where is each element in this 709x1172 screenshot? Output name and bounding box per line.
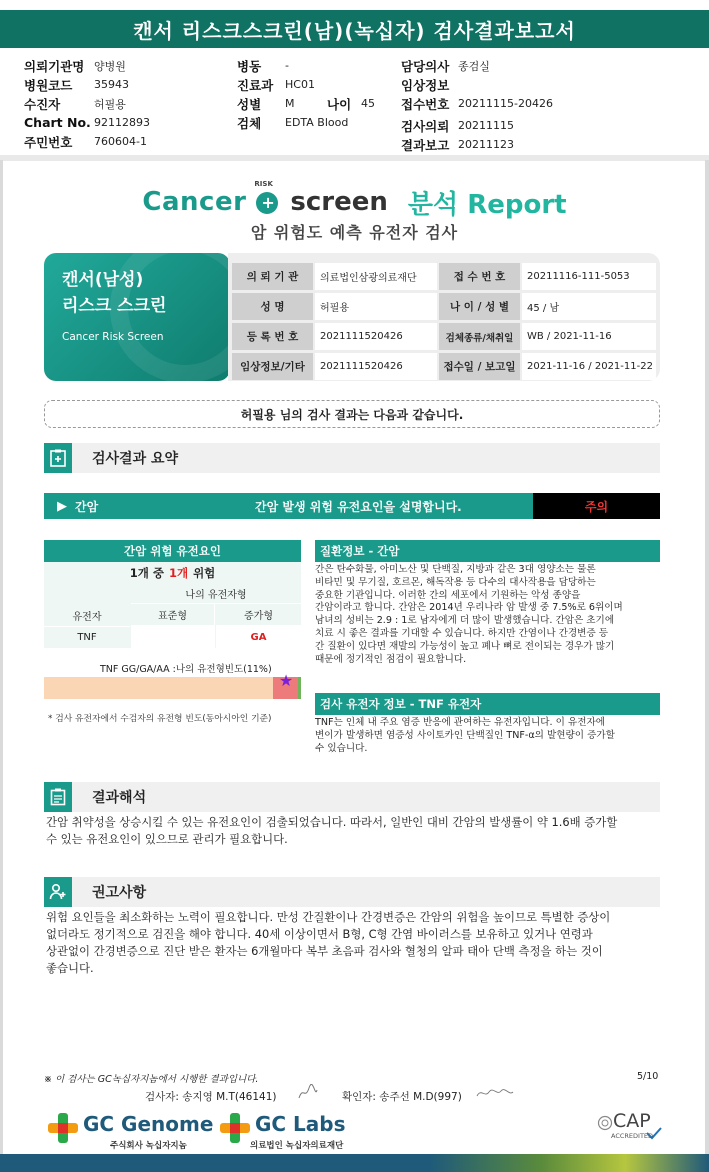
info-label: 임상정보/기타	[232, 353, 313, 380]
info-row	[232, 293, 656, 320]
increased-col-header: 증가형	[216, 604, 301, 626]
card-title-line-1: 캔서(남성)	[62, 270, 144, 290]
gene-table-body	[44, 584, 301, 648]
header-value: HC01	[285, 78, 315, 91]
gc-labs-subtitle: 의료법인 녹십자의료재단	[250, 1141, 344, 1151]
doctor-icon	[44, 877, 72, 907]
liver-status-badge: 주의	[533, 493, 660, 519]
result-intro-box: 허필용 님의 검사 결과는 다음과 같습니다.	[44, 400, 660, 428]
gc-genome-logo-text: GC Genome	[83, 1112, 214, 1136]
recommendation-line: 위험 요인들을 최소화하는 노력이 필요합니다. 만성 간질환이나 간경변증은 간암의 위험을 높이므로 특별한 증상이	[46, 910, 611, 924]
header-label: 수진자	[24, 96, 61, 112]
header-label: 담당의사	[401, 58, 450, 74]
header-field	[24, 75, 224, 94]
header-field	[24, 113, 224, 132]
bottom-strip-highlight	[430, 1154, 709, 1172]
header-separator	[0, 155, 709, 161]
cap-logo-text: CAP	[613, 1110, 651, 1132]
disease-info-line: 남녀의 성비는 2.9 : 1로 남자에게 더 많이 발생했습니다. 간암은 초기에	[315, 615, 615, 627]
header-value: 20211123	[458, 138, 514, 151]
recommendation-line: 상관없이 간경변증으로 진단 받은 환자는 6개월마다 복부 초음파 검사와 혈청의 알파 태아 단백 측정을 하는 것이	[46, 944, 603, 958]
page-edge-left	[0, 160, 3, 1172]
disease-info-line: 간은 탄수화물, 아미노산 및 단백질, 지방과 같은 3대 영양소는 물론	[315, 564, 596, 575]
footer-note: ※ 이 검사는 GC녹십자지놈에서 시행한 결과입니다.	[44, 1074, 259, 1085]
risk-count-number: 1개	[168, 566, 189, 580]
header-label: Chart No.	[24, 115, 91, 130]
info-value: 45 / 남	[522, 293, 656, 320]
header-field	[237, 56, 397, 75]
gene-table-title: 간암 위험 유전요인	[44, 540, 301, 562]
section-interpretation-title: 결과해석	[92, 790, 147, 806]
cap-accredited-text: ACCREDITED	[611, 1132, 654, 1140]
page-number: 5/10	[637, 1071, 659, 1082]
gene-info-body	[315, 717, 660, 755]
disease-info-line: 중요한 기관입니다. 이러한 간의 세포에서 기원하는 악성 종양을	[315, 589, 581, 601]
card-title-line-2: 리스크 스크린	[62, 296, 167, 316]
header-label: 성별	[237, 96, 262, 112]
logo-plus-icon: +	[261, 193, 275, 212]
liver-bar-description: 간암 발생 위험 유전요인을 설명합니다.	[255, 499, 462, 514]
logo-risk-icon	[254, 180, 280, 214]
info-value: 2021111520426	[315, 353, 437, 380]
header-col-1	[24, 56, 224, 151]
header-value: M	[285, 97, 295, 110]
age-label: 나이	[327, 96, 352, 112]
cancer-screen-logo	[0, 182, 709, 222]
gc-labs-cross-icon	[220, 1113, 250, 1143]
section-recommendation-title: 권고사항	[92, 885, 147, 901]
recommendation-line: 없더라도 정기적으로 검진을 해야 합니다. 40세 이상이면서 B형, C형 간염 바이러스를 보유하고 있거나 연령과	[46, 927, 593, 941]
header-label: 결과보고	[401, 137, 450, 153]
header-field	[237, 113, 397, 132]
disease-info-line: 비타민 및 무기질, 호르몬, 해독작용 등 다수의 대사작용을 담당하는	[315, 576, 596, 588]
header-field	[401, 56, 681, 75]
header-value: 760604-1	[94, 135, 147, 148]
logo-risk-text: RISK	[254, 180, 273, 188]
standard-value-cell	[131, 626, 215, 648]
tester-signature	[297, 1084, 319, 1102]
logo-screen-text: screen	[290, 187, 388, 217]
disease-info-title: 질환정보 - 간암	[315, 540, 660, 562]
clipboard-icon	[44, 782, 72, 812]
liver-cancer-status-bar	[44, 493, 660, 519]
patient-info-grid	[232, 263, 656, 380]
interpretation-line: 수 있는 유전요인이 있으므로 관리가 필요합니다.	[46, 832, 288, 846]
disease-info-line: 간암이라고 합니다. 간암은 2014년 우리나라 암 발생 중 7.5%로 6위이며	[315, 602, 623, 614]
header-field	[24, 94, 224, 113]
my-genotype-star-icon: ★	[278, 671, 294, 690]
gene-table-footnote: * 검사 유전자에서 수검자의 유전형 빈도(동아시아인 기준)	[48, 714, 272, 724]
cross-center	[230, 1123, 240, 1133]
header-field	[24, 132, 224, 151]
section-recommendation-header	[44, 877, 660, 907]
card-english-title: Cancer Risk Screen	[62, 331, 164, 343]
disease-info-line: 치료 시 좋은 결과를 기대할 수 있습니다. 하지만 간염이나 간경변증 등	[315, 627, 609, 639]
header-field	[237, 75, 397, 94]
section-summary-header	[44, 443, 660, 473]
info-row	[232, 263, 656, 290]
header-field	[401, 94, 681, 113]
header-value: EDTA Blood	[285, 116, 349, 129]
header-field	[401, 135, 681, 154]
info-label: 접수일 / 보고일	[439, 353, 520, 380]
info-label: 검체종류/채취일	[439, 323, 520, 350]
disease-info-body	[315, 564, 660, 666]
header-label: 검체	[237, 115, 262, 131]
frequency-bar-end-marker	[298, 677, 301, 699]
cap-seal-icon	[597, 1114, 613, 1132]
header-field	[237, 94, 397, 113]
confirmer-signature	[475, 1086, 515, 1100]
gene-info-title: 검사 유전자 정보 - TNF 유전자	[315, 693, 660, 715]
tester-name: 검사자: 송지영 M.T(46141)	[145, 1091, 277, 1103]
info-value: 2021111520426	[315, 323, 437, 350]
disease-info-line: 간 질환이 있다면 재발의 가능성이 높고 폐나 뼈로 전이되는 경우가 많기	[315, 640, 615, 652]
info-label: 성 명	[232, 293, 313, 320]
header-value: 양병원	[94, 59, 126, 73]
increased-value-cell: GA	[216, 626, 301, 648]
page-edge-right	[705, 160, 709, 1172]
header-label: 검사의뢰	[401, 118, 450, 134]
summary-document-icon	[44, 443, 72, 473]
info-label: 접 수 번 호	[439, 263, 520, 290]
info-value: 20211116-111-5053	[522, 263, 656, 290]
section-interpretation-header	[44, 782, 660, 812]
gene-col-header: 유전자	[72, 611, 102, 623]
gene-info-line: TNF는 인체 내 주요 염증 반응에 관여하는 유전자입니다. 이 유전자에	[315, 717, 606, 728]
logo-report-text: 분석 Report	[407, 189, 567, 220]
header-value: 종검실	[458, 59, 490, 73]
info-row	[232, 323, 656, 350]
header-field	[401, 116, 681, 135]
risk-count-post: 위험	[193, 566, 216, 580]
info-row	[232, 353, 656, 380]
play-triangle-icon: ▶	[57, 498, 67, 514]
report-title-banner: 캔서 리스크스크린(남)(녹십자) 검사결과보고서	[0, 10, 709, 48]
header-field	[401, 75, 681, 94]
interpretation-text	[46, 814, 660, 848]
header-value: 35943	[94, 78, 129, 91]
header-label: 주민번호	[24, 134, 73, 150]
header-label: 임상정보	[401, 77, 450, 93]
gene-name-cell: TNF	[44, 626, 130, 648]
logo-cancer-text: Cancer	[142, 187, 247, 217]
header-label: 병동	[237, 58, 262, 74]
header-value: 20211115	[458, 119, 514, 132]
gc-genome-subtitle: 주식회사 녹십자지놈	[110, 1141, 187, 1151]
disease-info-line: 때문에 정기적인 점검이 필요합니다.	[315, 653, 467, 665]
liver-bar-main	[44, 493, 533, 519]
header-label: 접수번호	[401, 96, 450, 112]
header-label: 병원코드	[24, 77, 73, 93]
header-col-3	[401, 56, 681, 154]
cross-center	[58, 1123, 68, 1133]
standard-col-header: 표준형	[131, 604, 215, 626]
report-subtitle: 암 위험도 예측 유전자 검사	[250, 223, 459, 242]
info-value: WB / 2021-11-16	[522, 323, 656, 350]
info-value: 의료법인삼광의료재단	[315, 263, 437, 290]
gc-genome-cross-icon	[48, 1113, 78, 1143]
liver-bar-name: 간암	[75, 499, 99, 514]
info-label: 의 뢰 기 관	[232, 263, 313, 290]
header-label: 진료과	[237, 77, 274, 93]
recommendation-line: 좋습니다.	[46, 961, 94, 975]
recommendation-text	[46, 909, 660, 977]
gene-risk-count	[44, 562, 301, 584]
header-value: 20211115-20426	[458, 97, 553, 110]
header-value: 허필용	[94, 97, 126, 111]
section-summary-title: 검사결과 요약	[92, 451, 179, 467]
risk-count-pre: 1개 중	[129, 566, 164, 580]
product-card	[44, 253, 230, 381]
info-value: 허필용	[315, 293, 437, 320]
my-genotype-header: 나의 유전자형	[131, 584, 301, 604]
info-label: 등 록 번 호	[232, 323, 313, 350]
confirmer-name: 확인자: 송주선 M.D(997)	[342, 1091, 462, 1103]
card-decoration	[110, 253, 230, 381]
interpretation-line: 간암 취약성을 상승시킬 수 있는 유전요인이 검출되었습니다. 따라서, 일반인 대비 간암의 발생률이 약 1.6배 증가할	[46, 815, 618, 829]
header-value: 92112893	[94, 116, 150, 129]
genotype-frequency-label: TNF GG/GA/AA :나의 유전형빈도(11%)	[100, 664, 272, 675]
header-value: -	[285, 59, 289, 72]
header-field	[24, 56, 224, 75]
genotype-frequency-bar	[44, 671, 301, 699]
gene-info-line: 변이가 발생하면 염증성 사이토카인 단백질인 TNF-α의 발현량이 증가할	[315, 729, 615, 741]
info-label: 나 이 / 성 별	[439, 293, 520, 320]
header-col-2	[237, 56, 397, 132]
gene-info-line: 수 있습니다.	[315, 742, 368, 754]
age-value: 45	[361, 97, 375, 110]
info-value: 2021-11-16 / 2021-11-22	[522, 353, 656, 380]
header-label: 의뢰기관명	[24, 58, 85, 74]
gc-labs-logo-text: GC Labs	[255, 1112, 346, 1136]
